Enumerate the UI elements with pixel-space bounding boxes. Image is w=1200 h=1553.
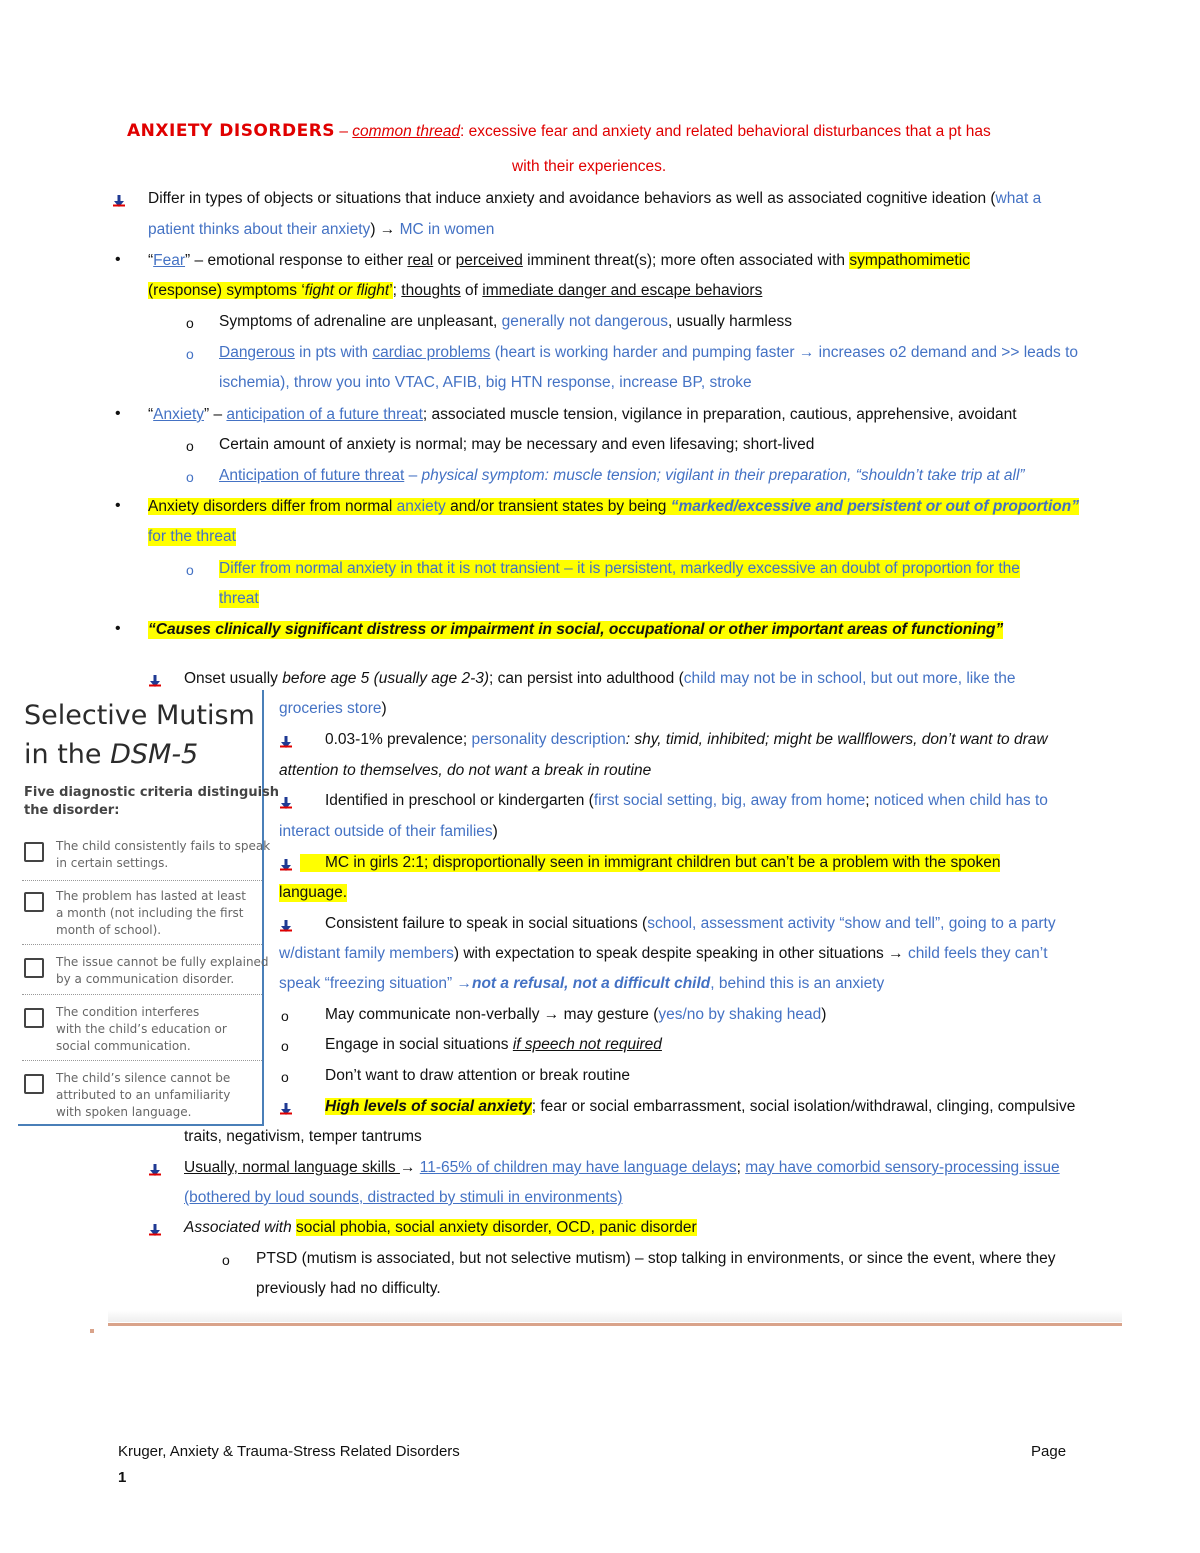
criterion-5: The child’s silence cannot be attributed to an unfamiliarity with spoken language. xyxy=(22,1070,262,1122)
arrow-bullet-icon xyxy=(148,674,162,688)
sm-onset-cont: groceries store) xyxy=(279,700,387,717)
criterion-4: The condition interferes with the child’s education or social communication. xyxy=(22,1004,262,1061)
arrow-bullet-icon xyxy=(148,1223,162,1237)
anxiety-sub-1: Certain amount of anxiety is normal; may be necessary and even lifesaving; short-lived xyxy=(219,436,815,453)
sm-associated: Associated with social phobia, social anxiety disorder, OCD, panic disorder xyxy=(184,1219,697,1236)
sm-consistent-cont-2: speak “freezing situation” →not a refusal, not a difficult child, behind this is an anxiety xyxy=(279,975,885,992)
sub-bullet-icon: o xyxy=(186,315,194,331)
bullet-anxiety: “Anxiety” – anticipation of a future threat; associated muscle tension, vigilance in preparation, cautious, apprehensive, avoidant xyxy=(148,406,1017,423)
sm-consistent: Consistent failure to speak in social situations (school, assessment activity “show and tell”, going to a party xyxy=(325,915,1056,932)
footer-page-label: Page xyxy=(1031,1443,1067,1460)
arrow-bullet-icon xyxy=(148,1163,162,1177)
checkbox-icon xyxy=(24,1074,44,1094)
criterion-1: The child consistently fails to speak in certain settings. xyxy=(22,838,262,881)
arrow-bullet-icon xyxy=(279,919,293,933)
differ-sub-1-cont: threat xyxy=(219,590,259,607)
bullet-dot-icon: • xyxy=(115,405,121,422)
bullet-types-cont: patient thinks about their anxiety) → MC in women xyxy=(148,221,495,238)
sm-consistent-cont: w/distant family members) with expectation to speak despite speaking in other situations → child feels they can’t xyxy=(279,945,1048,962)
differ-sub-1: Differ from normal anxiety in that it is not transient – it is persistent, markedly excessive an doubt of proportion for the xyxy=(219,560,1020,577)
sm-prevalence-cont: attention to themselves, do not want a break in routine xyxy=(279,762,652,779)
checkbox-icon xyxy=(24,958,44,978)
arrow-bullet-icon xyxy=(279,735,293,749)
sub-bullet-icon: o xyxy=(281,1008,289,1024)
sm-prevalence: 0.03-1% prevalence; personality description: shy, timid, inhibited; might be wallflowers, don’t want to draw xyxy=(325,731,1048,748)
bullet-differ-cont: for the threat xyxy=(148,528,236,545)
anxiety-sub-2: Anticipation of future threat – physical symptom: muscle tension; vigilant in their preparation, “shouldn’t take trip at all” xyxy=(219,467,1025,484)
sm-social-anxiety: High levels of social anxiety; fear or social embarrassment, social isolation/withdrawal, clinging, compulsive xyxy=(325,1098,1076,1115)
sub-bullet-icon: o xyxy=(186,438,194,454)
sub-bullet-icon: o xyxy=(281,1038,289,1054)
figure-subtitle: Five diagnostic criteria distinguish the disorder: xyxy=(24,785,280,818)
checkbox-icon xyxy=(24,892,44,912)
criterion-3: The issue cannot be fully explained by a communication disorder. xyxy=(22,954,262,995)
checkbox-icon xyxy=(24,1008,44,1028)
fear-term: Fear xyxy=(153,252,186,269)
arrow-bullet-icon xyxy=(279,858,293,872)
header-line-1: ANXIETY DISORDERS – common thread: excessive fear and anxiety and related behavioral disturbances that a pt has xyxy=(127,121,991,141)
divider-line xyxy=(108,1323,1122,1326)
sm-social-anxiety-cont: traits, negativism, temper tantrums xyxy=(184,1128,422,1145)
sub-bullet-icon: o xyxy=(222,1252,230,1268)
sm-ptsd: PTSD (mutism is associated, but not selective mutism) – stop talking in environments, or since the event, where they xyxy=(256,1250,1056,1267)
arrow-bullet-icon xyxy=(279,1102,293,1116)
bullet-dot-icon: • xyxy=(115,620,121,637)
criterion-2: The problem has lasted at least a month (not including the first month of school). xyxy=(22,888,262,945)
bullet-dot-icon: • xyxy=(115,497,121,514)
arrow-bullet-icon xyxy=(112,194,126,208)
sm-onset: Onset usually before age 5 (usually age 2-3); can persist into adulthood (child may not be in school, but out more, like the xyxy=(184,670,1016,687)
divider-shadow xyxy=(108,1310,1122,1322)
sm-ptsd-cont: previously had no difficulty. xyxy=(256,1280,441,1297)
sub-bullet-icon: o xyxy=(186,469,194,485)
anxiety-term: Anxiety xyxy=(153,406,205,423)
sm-sub-2: Engage in social situations if speech not required xyxy=(325,1036,662,1053)
sub-bullet-icon: o xyxy=(186,562,194,578)
sm-sub-1: May communicate non-verbally → may gesture (yes/no by shaking head) xyxy=(325,1006,827,1023)
bullet-distress: “Causes clinically significant distress or impairment in social, occupational or other important areas of functioning” xyxy=(148,621,1004,638)
sm-language-cont: (bothered by loud sounds, distracted by stimuli in environments) xyxy=(184,1189,623,1206)
common-thread-label: common thread xyxy=(352,123,460,140)
bullet-differ: Anxiety disorders differ from normal anxiety and/or transient states by being “marked/excessive and persistent or out of proportion” xyxy=(148,498,1079,515)
sub-bullet-icon: o xyxy=(186,346,194,362)
figure-title: Selective Mutism in the DSM-5 xyxy=(24,700,255,770)
divider-marker xyxy=(90,1329,94,1333)
arrow-bullet-icon xyxy=(279,796,293,810)
sm-mc-girls: MC in girls 2:1; disproportionally seen in immigrant children but can’t be a problem with the spoken xyxy=(300,854,1000,872)
fear-sub-1: Symptoms of adrenaline are unpleasant, generally not dangerous, usually harmless xyxy=(219,313,792,330)
bullet-fear-cont: (response) symptoms ‘fight or flight’; thoughts of immediate danger and escape behaviors xyxy=(148,282,763,299)
page-title: ANXIETY DISORDERS xyxy=(127,121,336,141)
sm-language: Usually, normal language skills → 11-65% of children may have language delays; may have comorbid sensory-processing issue xyxy=(184,1159,1060,1176)
sub-bullet-icon: o xyxy=(281,1069,289,1085)
bullet-types: Differ in types of objects or situations that induce anxiety and avoidance behaviors as well as associated cognitive ideation (what a xyxy=(148,190,1042,207)
sm-identified: Identified in preschool or kindergarten (first social setting, big, away from home; noticed when child has to xyxy=(325,792,1048,809)
fear-sub-2: Dangerous in pts with cardiac problems (heart is working harder and pumping faster → increases o2 demand and >> leads to xyxy=(219,344,1079,361)
sm-mc-girls-cont: language. xyxy=(279,884,348,901)
sm-sub-3: Don’t want to draw attention or break routine xyxy=(325,1067,631,1084)
header-line-2: with their experiences. xyxy=(512,158,667,175)
bullet-dot-icon: • xyxy=(115,251,121,268)
checkbox-icon xyxy=(24,842,44,862)
sm-identified-cont: interact outside of their families) xyxy=(279,823,498,840)
fear-sub-2-cont: ischemia), throw you into VTAC, AFIB, big HTN response, increase BP, stroke xyxy=(219,374,752,391)
bullet-fear: “Fear” – emotional response to either real or perceived imminent threat(s); more often associated with sympathomimetic xyxy=(148,252,970,269)
selective-mutism-figure xyxy=(18,690,280,1126)
footer-page-number: 1 xyxy=(118,1469,127,1486)
footer-left: Kruger, Anxiety & Trauma-Stress Related Disorders xyxy=(118,1443,460,1460)
